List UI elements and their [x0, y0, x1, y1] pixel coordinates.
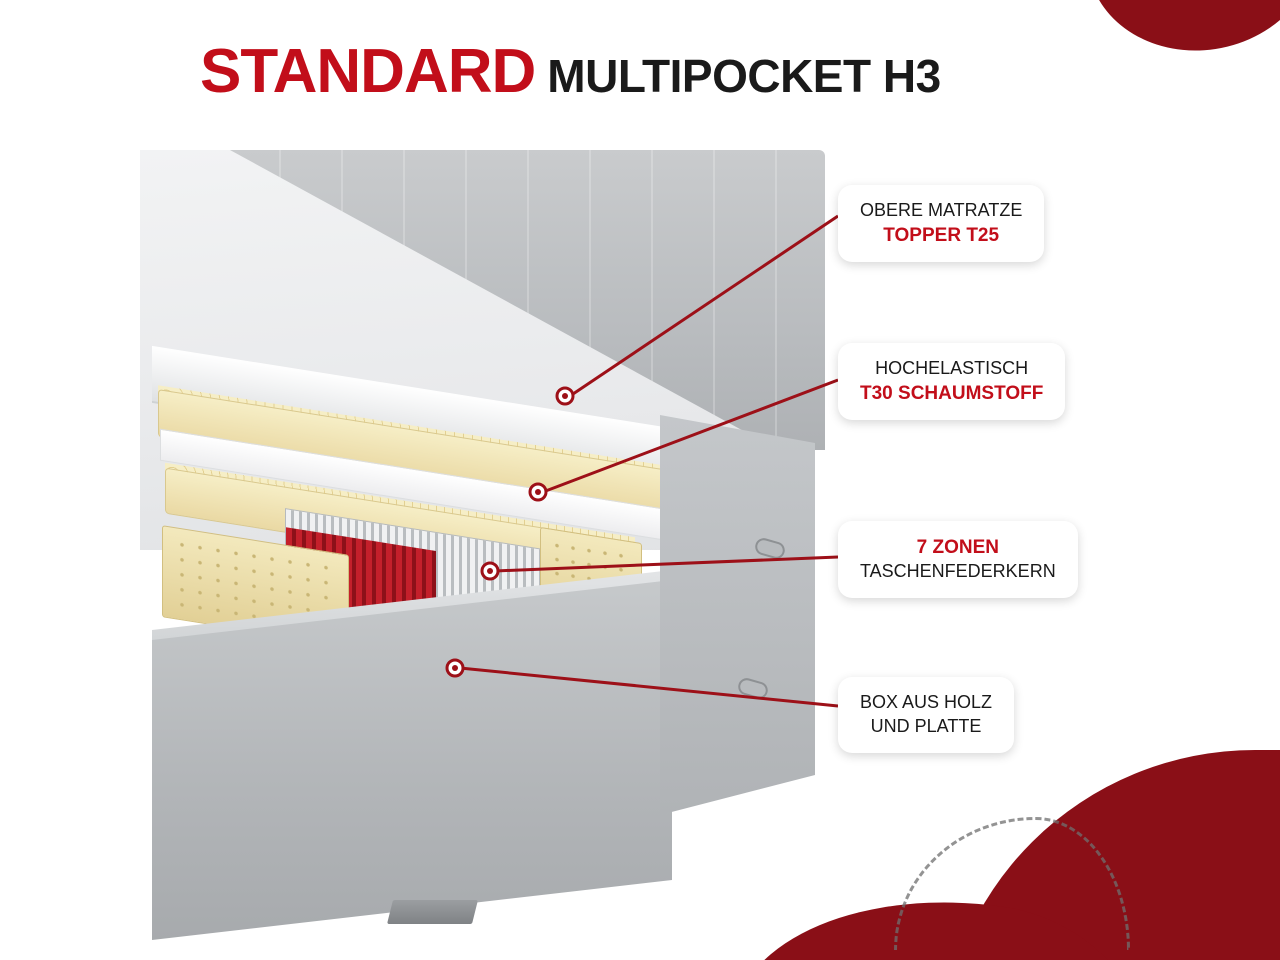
- storage-handle-lower: [736, 676, 770, 701]
- callout-foam-line2: T30 SCHAUMSTOFF: [860, 382, 1044, 404]
- callout-topper: [838, 185, 1044, 262]
- title-sub: MULTIPOCKET H3: [547, 50, 941, 102]
- callout-box: [838, 677, 1014, 753]
- box-base-front: [152, 580, 672, 940]
- dashed-swirl-decoration: [894, 817, 1130, 950]
- callout-topper-line2: TOPPER T25: [883, 224, 1000, 246]
- storage-handle-upper: [753, 536, 787, 561]
- product-illustration: [140, 140, 840, 930]
- callout-springs-line2: TASCHENFEDERKERN: [860, 561, 1056, 582]
- decorative-blob-top: [1086, 0, 1280, 58]
- callout-springs: [838, 521, 1078, 598]
- callout-springs-line1: 7 ZONEN: [916, 537, 1000, 558]
- callout-foam: [838, 343, 1065, 420]
- bed-foot: [387, 900, 478, 924]
- box-base-side: [660, 415, 815, 815]
- callout-box-line1: BOX AUS HOLZ: [860, 692, 993, 712]
- callout-foam-line1: HOCHELASTISCH: [875, 358, 1029, 378]
- page-title: [200, 36, 941, 107]
- callout-topper-line1: OBERE MATRATZE: [860, 200, 1023, 220]
- callout-box-line2: UND PLATTE: [870, 715, 982, 736]
- title-main: STANDARD: [200, 37, 536, 106]
